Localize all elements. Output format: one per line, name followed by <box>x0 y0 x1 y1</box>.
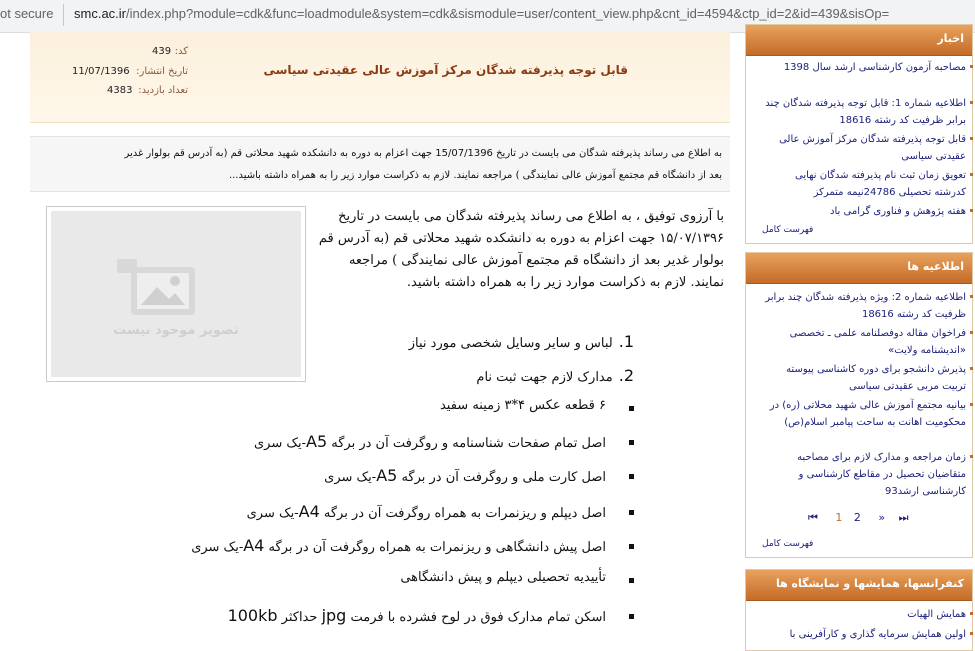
numbered-item-2 <box>476 366 634 385</box>
bullet-icon <box>629 544 634 549</box>
meta-code <box>175 46 188 57</box>
meta-visits <box>138 85 188 96</box>
bullet-icon <box>970 137 973 140</box>
bullet-icon <box>970 209 973 212</box>
article-panel <box>30 32 730 637</box>
bullet-text: اصل دیپلم و ریزنمرات به همراه روگرفت آن در برگه <box>319 506 606 521</box>
bullet-tail: -یک سری <box>253 436 306 451</box>
bullet-tail: -یک سری <box>324 470 377 485</box>
conferences-box-title: کنفرانسها، همایشها و نمایشگاه ها <box>775 577 964 590</box>
item-number: 2. <box>618 366 634 385</box>
pager <box>808 511 909 525</box>
news-box <box>745 24 973 244</box>
sidebar <box>745 32 971 640</box>
bullet-icon <box>629 406 634 411</box>
bullet-tail: -یک سری <box>191 540 244 555</box>
article-title: قابل توجه پذیرفته شدگان مرکز آموزش عالی عقیدتی سیاسی <box>263 63 628 77</box>
bullet-icon <box>629 474 634 479</box>
news-item-text[interactable]: اطلاعیه شماره 1: قابل توجه پذیرفته شدگان چند برابر ظرفیت کد رشته 18616 <box>765 98 966 126</box>
news-item-text[interactable]: قابل توجه پذیرفته شدگان مرکز آموزش عالی عقیدتی سیاسی <box>779 134 966 162</box>
announcement-item-text[interactable]: بیانیه مجتمع آموزش عالی شهید محلاتی (ره) در محکومیت اهانت به ساحت پیامبر اسلام(ص) <box>769 400 966 428</box>
article-header <box>30 32 730 123</box>
announcements-box-title: اطلاعیه ها <box>907 260 964 273</box>
bullet-icon <box>970 612 973 615</box>
url-path: /index.php?module=cdk&func=loadmodule&system=cdk&sismodule=user/content_view.php&cnt_id=4594&ctp_id=2&id=439&sisOp= <box>126 6 890 21</box>
item-text: لباس و سایر وسایل شخصی مورد نیاز <box>408 336 613 351</box>
bullet-icon <box>970 403 973 406</box>
last-page-icon[interactable]: ⏭ <box>898 511 909 524</box>
bullet-icon <box>970 173 973 176</box>
summary-line-1: به اطلاع می رساند پذیرفته شدگان می بایست در تاریخ 15/07/1396 جهت اعزام به دوره به دانشکده شهید محلاتی قم (به آدرس قم بولوار غدیر <box>124 148 722 159</box>
news-item[interactable] <box>761 131 966 165</box>
bullet-icon <box>970 455 973 458</box>
page-2-link[interactable]: 2 <box>853 511 861 524</box>
bullet-icon <box>629 510 634 515</box>
news-item-text[interactable]: تعویق زمان ثبت نام پذیرفته شدگان نهایی کدرشته تحصیلی 24786نیمه متمرکز <box>794 170 966 198</box>
news-box-header <box>746 25 972 56</box>
page-1-link[interactable]: 1 <box>835 511 843 524</box>
news-more-link[interactable]: فهرست کامل <box>762 225 814 235</box>
bullet-text: اصل کارت ملی و روگرفت آن در برگه <box>397 470 606 485</box>
announcements-more-link[interactable]: فهرست کامل <box>762 539 814 549</box>
conferences-box <box>745 569 973 651</box>
bullet-size: 100kb <box>227 606 278 625</box>
bullet-text: ۶ قطعه عکس ۴*۳ زمینه سفید <box>439 398 606 413</box>
bullet-tail: حداکثر <box>277 610 322 625</box>
bullet-format: A5 <box>306 432 328 451</box>
meta-date-value: 11/07/1396 <box>72 66 130 77</box>
url-host: smc.ac.ir <box>74 6 126 21</box>
bullet-item-1 <box>440 398 606 413</box>
bullet-text: اسکن تمام مدارک فوق در لوح فشرده با فرمت <box>346 610 606 625</box>
meta-date <box>136 66 188 77</box>
announcement-item-text[interactable]: پذیرش دانشجو برای دوره کاشناسی پیوسته تربیت مربی عقیدتی سیاسی <box>786 364 966 392</box>
conference-item-text[interactable]: همایش الهیات <box>907 609 966 620</box>
conference-item-text[interactable]: اولین همایش سرمایه گذاری و کارآفرینی با <box>789 629 966 640</box>
news-item-text[interactable]: مصاحبه آزمون کارشناسی ارشد سال 1398 <box>783 62 966 73</box>
bullet-format: jpg <box>321 606 347 625</box>
announcement-item[interactable] <box>761 397 966 431</box>
bullet-item-5 <box>191 536 606 555</box>
bullet-format: A4 <box>243 536 265 555</box>
bullet-item-4 <box>247 502 606 521</box>
url-text[interactable] <box>74 6 889 21</box>
bullet-item-6 <box>400 570 606 585</box>
bullet-item-7 <box>228 606 606 625</box>
next-page-icon[interactable]: » <box>878 511 886 524</box>
no-image-text: تصویر موجود نیست <box>113 323 239 338</box>
image-placeholder <box>51 211 301 377</box>
conferences-box-header <box>746 570 972 601</box>
news-item[interactable] <box>761 203 966 220</box>
article-summary <box>30 136 730 192</box>
bullet-tail: -یک سری <box>246 506 299 521</box>
bullet-icon <box>970 101 973 104</box>
news-item[interactable] <box>761 59 966 76</box>
meta-visits-label: تعداد بازدید: <box>138 85 188 96</box>
bullet-icon <box>970 295 973 298</box>
news-item[interactable] <box>761 95 966 129</box>
meta-date-label: تاریخ انتشار: <box>136 66 188 77</box>
bullet-icon <box>970 367 973 370</box>
conference-item[interactable] <box>761 626 966 643</box>
news-box-title: اخبار <box>937 32 964 45</box>
announcement-item-text[interactable]: اطلاعیه شماره 2: ویژه پذیرفته شدگان چند برابر ظرفیت کد رشته 18616 <box>765 292 966 320</box>
bullet-item-2 <box>254 432 606 451</box>
meta-visits-value: 4383 <box>107 85 133 96</box>
item-text: مدارک لازم جهت ثبت نام <box>476 370 613 385</box>
news-item[interactable] <box>761 167 966 201</box>
picture-icon <box>51 211 301 377</box>
bullet-icon <box>629 614 634 619</box>
announcements-box-header <box>746 253 972 284</box>
article-image <box>46 206 306 382</box>
bullet-text: اصل پیش دانشگاهی و ریزنمرات به همراه روگرفت آن در برگه <box>264 540 606 555</box>
meta-code-label: کد: <box>174 46 188 57</box>
bullet-format: A4 <box>298 502 320 521</box>
bullet-format: A5 <box>376 466 398 485</box>
news-item-text[interactable]: هفته پژوهش و فناوری گرامی باد <box>830 206 966 217</box>
bullet-icon <box>970 65 973 68</box>
announcement-item[interactable] <box>761 361 966 395</box>
address-divider <box>63 4 64 26</box>
announcement-item-text[interactable]: زمان مراجعه و مدارک لازم برای مصاحبه متقاضیان تحصیل در مقاطع کارشناسی و کارشناسی ارشد93 <box>797 452 966 497</box>
meta-code-value: 439 <box>152 46 172 57</box>
announcement-item[interactable] <box>761 289 966 323</box>
item-number: 1. <box>618 332 634 351</box>
bullet-icon <box>629 440 634 445</box>
bullet-icon <box>970 632 973 635</box>
announcements-box <box>745 252 973 558</box>
bullet-text: اصل تمام صفحات شناسنامه و روگرفت آن در برگه <box>327 436 606 451</box>
numbered-item-1 <box>409 332 634 351</box>
announcement-item[interactable] <box>761 325 966 359</box>
bullet-item-3 <box>324 466 606 485</box>
bullet-text: تأییدیه تحصیلی دیپلم و پیش دانشگاهی <box>400 570 606 585</box>
bullet-icon <box>970 331 973 334</box>
announcement-item-text[interactable]: فراخوان مقاله دوفصلنامه علمی ـ تخصصی «اندیشنامه ولایت» <box>789 328 966 356</box>
summary-line-2: بعد از دانشگاه قم مجتمع آموزش عالی نمایندگی ) مراجعه نمایند. لازم به ذکراست موارد زیر را به همراه داشته باشید... <box>228 170 722 181</box>
security-indicator[interactable]: ot secure <box>0 6 54 21</box>
conference-item[interactable] <box>761 606 966 623</box>
article-intro: با آرزوی توفیق ، به اطلاع می رساند پذیرفته شدگان می بایست در تاریخ ۱۵/۰۷/۱۳۹۶ جهت اعزام به دوره به دانشکده شهید محلاتی قم (به آدرس قم بولوار غدیر بعد از دانشگاه قم مجتمع آموزش عالی نمایندگی ) مراجعه نمایند. لازم به ذکراست موارد زیر را به همراه داشته باشید. <box>318 209 724 290</box>
bullet-icon <box>629 578 634 583</box>
first-page-icon[interactable]: ⏮ <box>808 511 818 524</box>
announcement-item[interactable] <box>761 449 966 500</box>
